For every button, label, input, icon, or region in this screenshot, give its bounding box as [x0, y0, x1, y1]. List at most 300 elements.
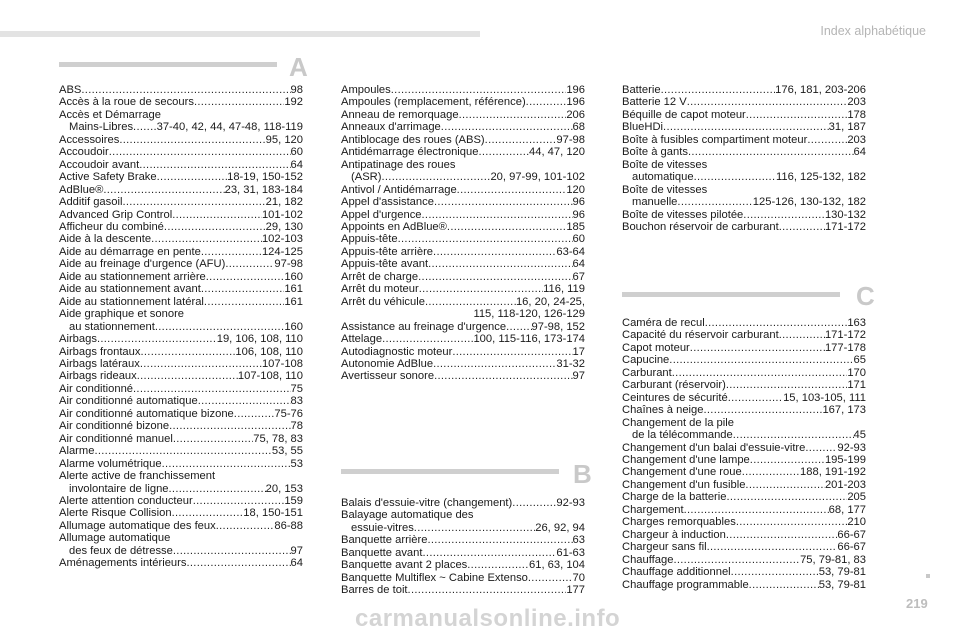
section-c-letter: C: [856, 281, 875, 311]
index-entry-label: des feux de détresse: [69, 544, 173, 557]
index-entry-leader: [807, 134, 847, 146]
index-entry-pages: 78: [290, 420, 303, 433]
index-entry-pages: 92-93: [556, 497, 585, 509]
index-entry-pages: 106, 108, 110: [235, 345, 303, 358]
index-entry-label: Attelage: [341, 333, 383, 346]
index-entry-leader: [173, 545, 291, 557]
index-entry: [341, 283, 585, 295]
index-entry-label: Anneau de remorquage: [341, 108, 459, 121]
index-entry-leader: [225, 258, 274, 270]
index-entry-pages: 66-67: [837, 541, 866, 554]
index-entry-label: Aménagements intérieurs: [59, 557, 187, 570]
index-entry-leader: [690, 342, 825, 354]
index-entry: [59, 545, 303, 557]
index-entry-label: Carburant (réservoir): [622, 379, 726, 392]
index-entry-leader: [726, 491, 847, 503]
index-entry: [341, 497, 585, 509]
index-entry-label: Alarme volumétrique: [59, 457, 162, 470]
index-entry-label: Autodiagnostic moteur: [341, 345, 453, 358]
index-entry: [622, 159, 866, 171]
index-entry-leader: [705, 317, 848, 329]
index-entry: [59, 258, 303, 270]
page-number: 219: [906, 596, 928, 611]
index-entry-pages: 75-76: [274, 407, 303, 420]
index-entry: [59, 171, 303, 183]
index-entry-leader: [169, 420, 290, 432]
index-entry-leader: [198, 395, 291, 407]
index-entry-leader: [672, 367, 848, 379]
index-entry-leader: [155, 321, 284, 333]
index-entry-pages: 86-88: [274, 519, 303, 532]
index-entry-label: Ampoules: [341, 84, 391, 96]
index-entry-pages: 53, 79-81: [818, 578, 866, 591]
index-entry-label: Batterie: [622, 84, 661, 96]
index-entry-pages: 97: [572, 370, 585, 383]
index-entry-pages: 102-103: [261, 233, 303, 246]
index-entry-leader: [94, 445, 271, 457]
index-entry: [341, 258, 585, 270]
index-entry-label: Antipatinage des roues: [341, 158, 456, 171]
index-entry: [59, 470, 303, 482]
index-entry: [59, 433, 303, 445]
index-entry-pages: 107-108, 110: [237, 370, 303, 383]
index-entry: [341, 196, 585, 208]
index-entry-label: de la télécommande: [632, 429, 733, 442]
index-entry-label: Aide à la descente: [59, 233, 152, 246]
index-entry-pages: 161: [284, 295, 303, 308]
index-entry-leader: [109, 146, 291, 158]
index-entry-leader: [526, 96, 567, 108]
index-entry-leader: [433, 246, 556, 258]
index-entry-leader: [425, 296, 516, 308]
index-entry-leader: [749, 579, 819, 591]
index-entry: [341, 233, 585, 245]
index-entry: [341, 296, 585, 308]
index-entry-label: Changement de la pile: [622, 416, 734, 429]
index-entry: [341, 584, 585, 596]
index-column-b: [341, 497, 585, 597]
index-entry-label: manuelle: [632, 196, 678, 209]
index-entry-label: Appel d'assistance: [341, 196, 434, 209]
index-entry-label: Capucine: [622, 354, 670, 367]
index-entry-label: Aide au freinage d'urgence (AFU): [59, 258, 226, 271]
index-entry-label: Airbags: [59, 333, 97, 346]
index-entry-leader: [139, 159, 290, 171]
index-entry-label: Banquette avant: [341, 546, 423, 559]
index-entry-label: Accoudoir avant: [59, 158, 140, 171]
index-entry: [59, 458, 303, 470]
index-entry-leader: [186, 557, 290, 569]
index-entry-leader: [434, 196, 573, 208]
index-entry-pages: 61-63: [556, 546, 585, 559]
index-entry: [341, 121, 585, 133]
index-entry: [622, 109, 866, 121]
index-entry-pages: 17: [572, 345, 585, 358]
index-entry-pages: 23, 31, 183-184: [224, 183, 303, 196]
index-entry-label: Appuis-tête avant: [341, 258, 429, 271]
index-entry-leader: [663, 121, 829, 133]
index-entry-label: Balais d'essuie-vitre (changement): [341, 497, 513, 509]
index-entry-pages: 171-172: [824, 220, 866, 233]
index-entry-label: Changement d'un fusible: [622, 478, 746, 491]
index-entry-leader: [733, 429, 854, 441]
index-entry-leader: [81, 84, 290, 96]
index-entry-label: Accoudoir: [59, 146, 109, 159]
index-entry: [622, 554, 866, 566]
index-entry-label: Airbags frontaux: [59, 345, 141, 358]
index-entry-leader: [151, 233, 262, 245]
index-entry-leader: [398, 233, 573, 245]
index-entry-pages: 68: [572, 121, 585, 134]
index-entry-label: Boîte de vitesses pilotée: [622, 208, 744, 221]
index-entry-pages: 97-98: [274, 258, 303, 271]
index-entry-leader: [162, 458, 291, 470]
index-entry-label: Autonomie AdBlue: [341, 357, 434, 370]
index-entry-pages: 18-19, 150-152: [227, 171, 303, 184]
index-entry-pages: 68, 177: [828, 503, 866, 516]
index-entry-pages: 67: [572, 270, 585, 283]
index-entry: [341, 246, 585, 258]
index-entry-label: Boîte à fusibles compartiment moteur: [622, 133, 808, 146]
index-entry-pages: 130-132: [824, 208, 866, 221]
index-entry: [341, 134, 585, 146]
index-entry-label: automatique: [632, 171, 694, 184]
index-entry-label: Appuis-tête: [341, 233, 398, 246]
index-column-b-continued: [622, 84, 866, 233]
index-entry-pages: 178: [847, 108, 866, 121]
index-entry-leader: [216, 520, 275, 532]
index-entry-leader: [419, 283, 543, 295]
index-entry-leader: [459, 109, 567, 121]
index-column-c: [622, 317, 866, 591]
index-entry: [341, 370, 585, 382]
index-entry-leader: [97, 333, 217, 345]
index-entry-pages: 18, 150-151: [243, 507, 303, 520]
index-entry-label: involontaire de ligne: [69, 482, 169, 495]
index-entry-pages: 98: [290, 84, 303, 96]
index-entry-pages: 45: [853, 429, 866, 442]
index-entry-leader: [485, 134, 557, 146]
index-entry-label: Allumage automatique des feux: [59, 519, 216, 532]
index-entry-leader: [441, 121, 573, 133]
index-entry-pages: 20, 153: [265, 482, 303, 495]
index-entry: [59, 146, 303, 158]
index-entry-label: Batterie 12 V: [622, 96, 687, 109]
index-entry-label: Alerte Risque Collision: [59, 507, 172, 520]
index-entry-pages: 64: [290, 158, 303, 171]
index-column-a: [59, 84, 303, 570]
index-entry: [341, 159, 585, 171]
index-entry-label: Caméra de recul: [622, 317, 705, 329]
index-entry-leader: [381, 171, 490, 183]
index-entry-leader: [133, 121, 157, 133]
index-entry: [341, 522, 585, 534]
section-c-rule: [622, 292, 840, 297]
index-entry: [622, 491, 866, 503]
index-entry: [59, 283, 303, 295]
index-entry-pages: 185: [566, 220, 585, 233]
index-entry-label: Appoints en AdBlue®: [341, 220, 447, 233]
index-entry: [59, 532, 303, 544]
index-entry-label: Appuis-tête arrière: [341, 245, 434, 258]
section-b-rule: [341, 469, 559, 474]
index-entry-label: Chauffage programmable: [622, 578, 749, 591]
index-entry-label: Ceintures de sécurité: [622, 391, 728, 404]
index-entry-label: Chauffage additionnel: [622, 566, 731, 579]
index-entry-pages: 205: [847, 491, 866, 504]
index-entry-pages: 192: [284, 96, 303, 109]
index-entry: [59, 233, 303, 245]
index-entry-leader: [452, 346, 572, 358]
index-entry-pages: 37-40, 42, 44, 47-48, 118-119: [156, 121, 303, 134]
index-entry-label: Air conditionné: [59, 382, 134, 395]
index-entry-leader: [661, 84, 776, 96]
index-entry-label: Charges remorquables: [622, 516, 736, 529]
index-entry-label: Capot moteur: [622, 341, 690, 354]
index-entry-label: Accès à la roue de secours: [59, 96, 194, 109]
index-entry-label: BlueHDi: [622, 121, 664, 134]
index-entry-label: Aide graphique et sonore: [59, 308, 185, 321]
index-entry-pages: 196: [566, 84, 585, 96]
index-entry-leader: [779, 329, 825, 341]
index-entry-label: Allumage automatique: [59, 532, 171, 545]
index-entry-label: Antidémarrage électronique: [341, 146, 479, 159]
index-entry: [59, 209, 303, 221]
index-entry-label: Avertisseur sonore: [341, 370, 435, 383]
index-entry-pages: 97-98, 152: [531, 320, 585, 333]
index-entry-label: Accessoires: [59, 133, 120, 146]
index-entry: [622, 84, 866, 96]
index-entry-leader: [736, 516, 848, 528]
index-entry-leader: [673, 554, 800, 566]
index-entry-label: Barres de toit: [341, 584, 408, 597]
index-entry-leader: [728, 392, 783, 404]
index-entry-pages: 70: [572, 571, 585, 584]
index-entry-pages: 83: [290, 395, 303, 408]
index-entry-label: Charge de la batterie: [622, 491, 727, 504]
index-entry-pages: 120: [566, 183, 585, 196]
index-entry-pages: 64: [572, 258, 585, 271]
index-entry-pages: 167, 173: [822, 404, 866, 417]
index-entry-label: Air conditionné bizone: [59, 420, 170, 433]
index-entry-leader: [194, 96, 284, 108]
index-entry-label: Boîte à gants: [622, 146, 688, 159]
index-entry: [59, 109, 303, 121]
index-entry: [622, 466, 866, 478]
index-entry-leader: [779, 221, 825, 233]
index-entry-label: Air conditionné automatique: [59, 395, 198, 408]
index-entry-leader: [119, 134, 265, 146]
index-entry: [341, 221, 585, 233]
index-entry: [341, 509, 585, 521]
index-entry-leader: [707, 541, 838, 553]
index-entry-pages: 171: [847, 379, 866, 392]
index-entry-pages: 63-64: [556, 245, 585, 258]
index-entry-pages: 44, 47, 120: [529, 146, 585, 159]
index-entry: [59, 121, 303, 133]
index-entry: [622, 541, 866, 553]
section-b-letter: B: [573, 459, 592, 489]
index-entry-pages: 171-172: [824, 329, 866, 342]
index-entry: [622, 171, 866, 183]
index-entry-pages: 64: [290, 557, 303, 570]
index-entry-label: Ampoules (remplacement, référence): [341, 96, 526, 109]
index-column-a-continued: [341, 84, 585, 383]
index-entry-leader: [382, 333, 473, 345]
index-entry-leader: [422, 209, 573, 221]
index-entry-pages: 31, 187: [828, 121, 866, 134]
index-entry-label: (ASR): [351, 171, 382, 184]
index-entry-leader: [201, 246, 262, 258]
index-entry: [341, 184, 585, 196]
index-entry-label: Aide au stationnement avant: [59, 283, 201, 296]
index-entry-leader: [157, 171, 227, 183]
index-entry: [622, 442, 866, 454]
index-entry-label: Aide au démarrage en pente: [59, 245, 201, 258]
index-entry-leader: [201, 283, 285, 295]
index-entry-label: Arrêt de charge: [341, 270, 419, 283]
index-entry-pages: 163: [847, 317, 866, 329]
index-entry-pages: 116, 119: [543, 283, 585, 296]
index-entry-leader: [746, 109, 848, 121]
index-entry-pages: 16, 20, 24-25,: [515, 295, 585, 308]
header-bar: [0, 31, 480, 37]
index-entry-pages: 29, 130: [265, 220, 303, 233]
index-entry: [59, 196, 303, 208]
index-entry-label: Alarme: [59, 445, 95, 458]
index-entry: [59, 495, 303, 507]
index-entry-leader: [169, 483, 266, 495]
index-entry: [341, 171, 585, 183]
index-entry-leader: [423, 547, 557, 559]
index-entry: [622, 96, 866, 108]
index-entry: [341, 333, 585, 345]
index-entry-pages: 101-102: [261, 208, 303, 221]
index-entry-leader: [467, 559, 529, 571]
index-entry-label: ABS: [59, 84, 82, 96]
section-a-rule: [59, 62, 277, 67]
index-entry-leader: [688, 146, 854, 158]
index-entry-pages: 31-32: [556, 357, 585, 370]
index-entry: [59, 184, 303, 196]
index-entry: [59, 246, 303, 258]
index-entry-pages: 75: [290, 382, 303, 395]
index-entry: [622, 516, 866, 528]
index-entry-label: Carburant: [622, 366, 672, 379]
index-entry-leader: [528, 572, 573, 584]
index-entry: [622, 354, 866, 366]
index-entry: [59, 445, 303, 457]
index-entry-label: Boîte de vitesses: [622, 158, 708, 171]
index-entry-label: Chauffage: [622, 553, 674, 566]
index-entry-pages: 64: [853, 146, 866, 159]
index-entry-label: Arrêt du moteur: [341, 283, 419, 296]
index-entry: [622, 529, 866, 541]
index-entry-pages: 195-199: [824, 453, 866, 466]
index-entry-pages: 116, 125-132, 182: [776, 171, 866, 184]
index-entry-pages: 60: [572, 233, 585, 246]
index-entry: [341, 308, 585, 320]
index-entry-label: Banquette arrière: [341, 534, 428, 547]
index-entry: [622, 379, 866, 391]
index-entry-label: Capacité du réservoir carburant: [622, 329, 779, 342]
index-entry-leader: [805, 442, 837, 454]
index-entry: [59, 308, 303, 320]
index-entry-pages: 160: [284, 320, 303, 333]
index-entry: [622, 184, 866, 196]
index-entry-leader: [164, 221, 266, 233]
index-entry-leader: [408, 584, 567, 596]
index-entry-label: Changement d'une roue: [622, 466, 742, 479]
index-entry-label: Airbags latéraux: [59, 357, 140, 370]
index-entry-leader: [428, 258, 572, 270]
index-entry-leader: [703, 404, 822, 416]
watermark: carmanualsonline.info: [355, 605, 621, 632]
index-entry-leader: [726, 529, 838, 541]
index-entry: [622, 221, 866, 233]
index-entry-pages: 97: [290, 544, 303, 557]
index-entry-leader: [669, 354, 853, 366]
index-entry-label: Air conditionné manuel: [59, 432, 173, 445]
index-entry-label: Anneaux d'arrimage: [341, 121, 441, 134]
index-entry-leader: [193, 495, 285, 507]
section-a-letter: A: [289, 52, 308, 82]
index-entry-pages: 210: [847, 516, 866, 529]
index-entry-label: Chargeur sans fil: [622, 541, 707, 554]
index-entry: [59, 346, 303, 358]
index-entry-leader: [172, 209, 262, 221]
index-entry-leader: [750, 454, 825, 466]
index-entry: [622, 367, 866, 379]
index-entry-label: Balayage automatique des: [341, 509, 474, 522]
index-entry-pages: 63: [572, 534, 585, 547]
index-entry-label: Béquille de capot moteur: [622, 108, 746, 121]
index-entry-label: Additif gasoil: [59, 196, 123, 209]
index-entry-leader: [447, 221, 566, 233]
index-entry: [622, 342, 866, 354]
index-entry-label: Changement d'un balai d'essuie-vitre: [622, 441, 806, 454]
index-entry: [622, 404, 866, 416]
index-entry-label: Aide au stationnement arrière: [59, 270, 206, 283]
index-entry: [59, 408, 303, 420]
index-entry: [622, 121, 866, 133]
index-entry-label: Antiblocage des roues (ABS): [341, 133, 485, 146]
index-entry: [622, 417, 866, 429]
index-entry-leader: [133, 383, 291, 395]
index-entry-pages: 15, 103-105, 111: [783, 391, 866, 404]
index-entry-label: Banquette Multiflex ~ Cabine Extenso: [341, 571, 528, 584]
index-entry: [341, 559, 585, 571]
index-entry: [341, 109, 585, 121]
index-entry-pages: 53, 79-81: [818, 566, 866, 579]
index-entry-label: Appel d'urgence: [341, 208, 422, 221]
index-entry: [59, 358, 303, 370]
index-entry: [59, 321, 303, 333]
index-entry-leader: [234, 408, 275, 420]
index-entry-leader: [694, 171, 776, 183]
index-entry-pages: 107-108: [261, 357, 303, 370]
index-entry-label: Changement d'une lampe: [622, 453, 750, 466]
index-entry: [622, 146, 866, 158]
index-entry: [59, 296, 303, 308]
page-corner-mark: [926, 574, 930, 578]
index-entry-label: Mains-Libres: [69, 121, 134, 134]
index-entry-label: Advanced Grip Control: [59, 208, 173, 221]
index-entry: [59, 159, 303, 171]
index-entry-pages: 203: [847, 96, 866, 109]
index-entry-pages: 161: [284, 283, 303, 296]
index-entry: [59, 84, 303, 96]
